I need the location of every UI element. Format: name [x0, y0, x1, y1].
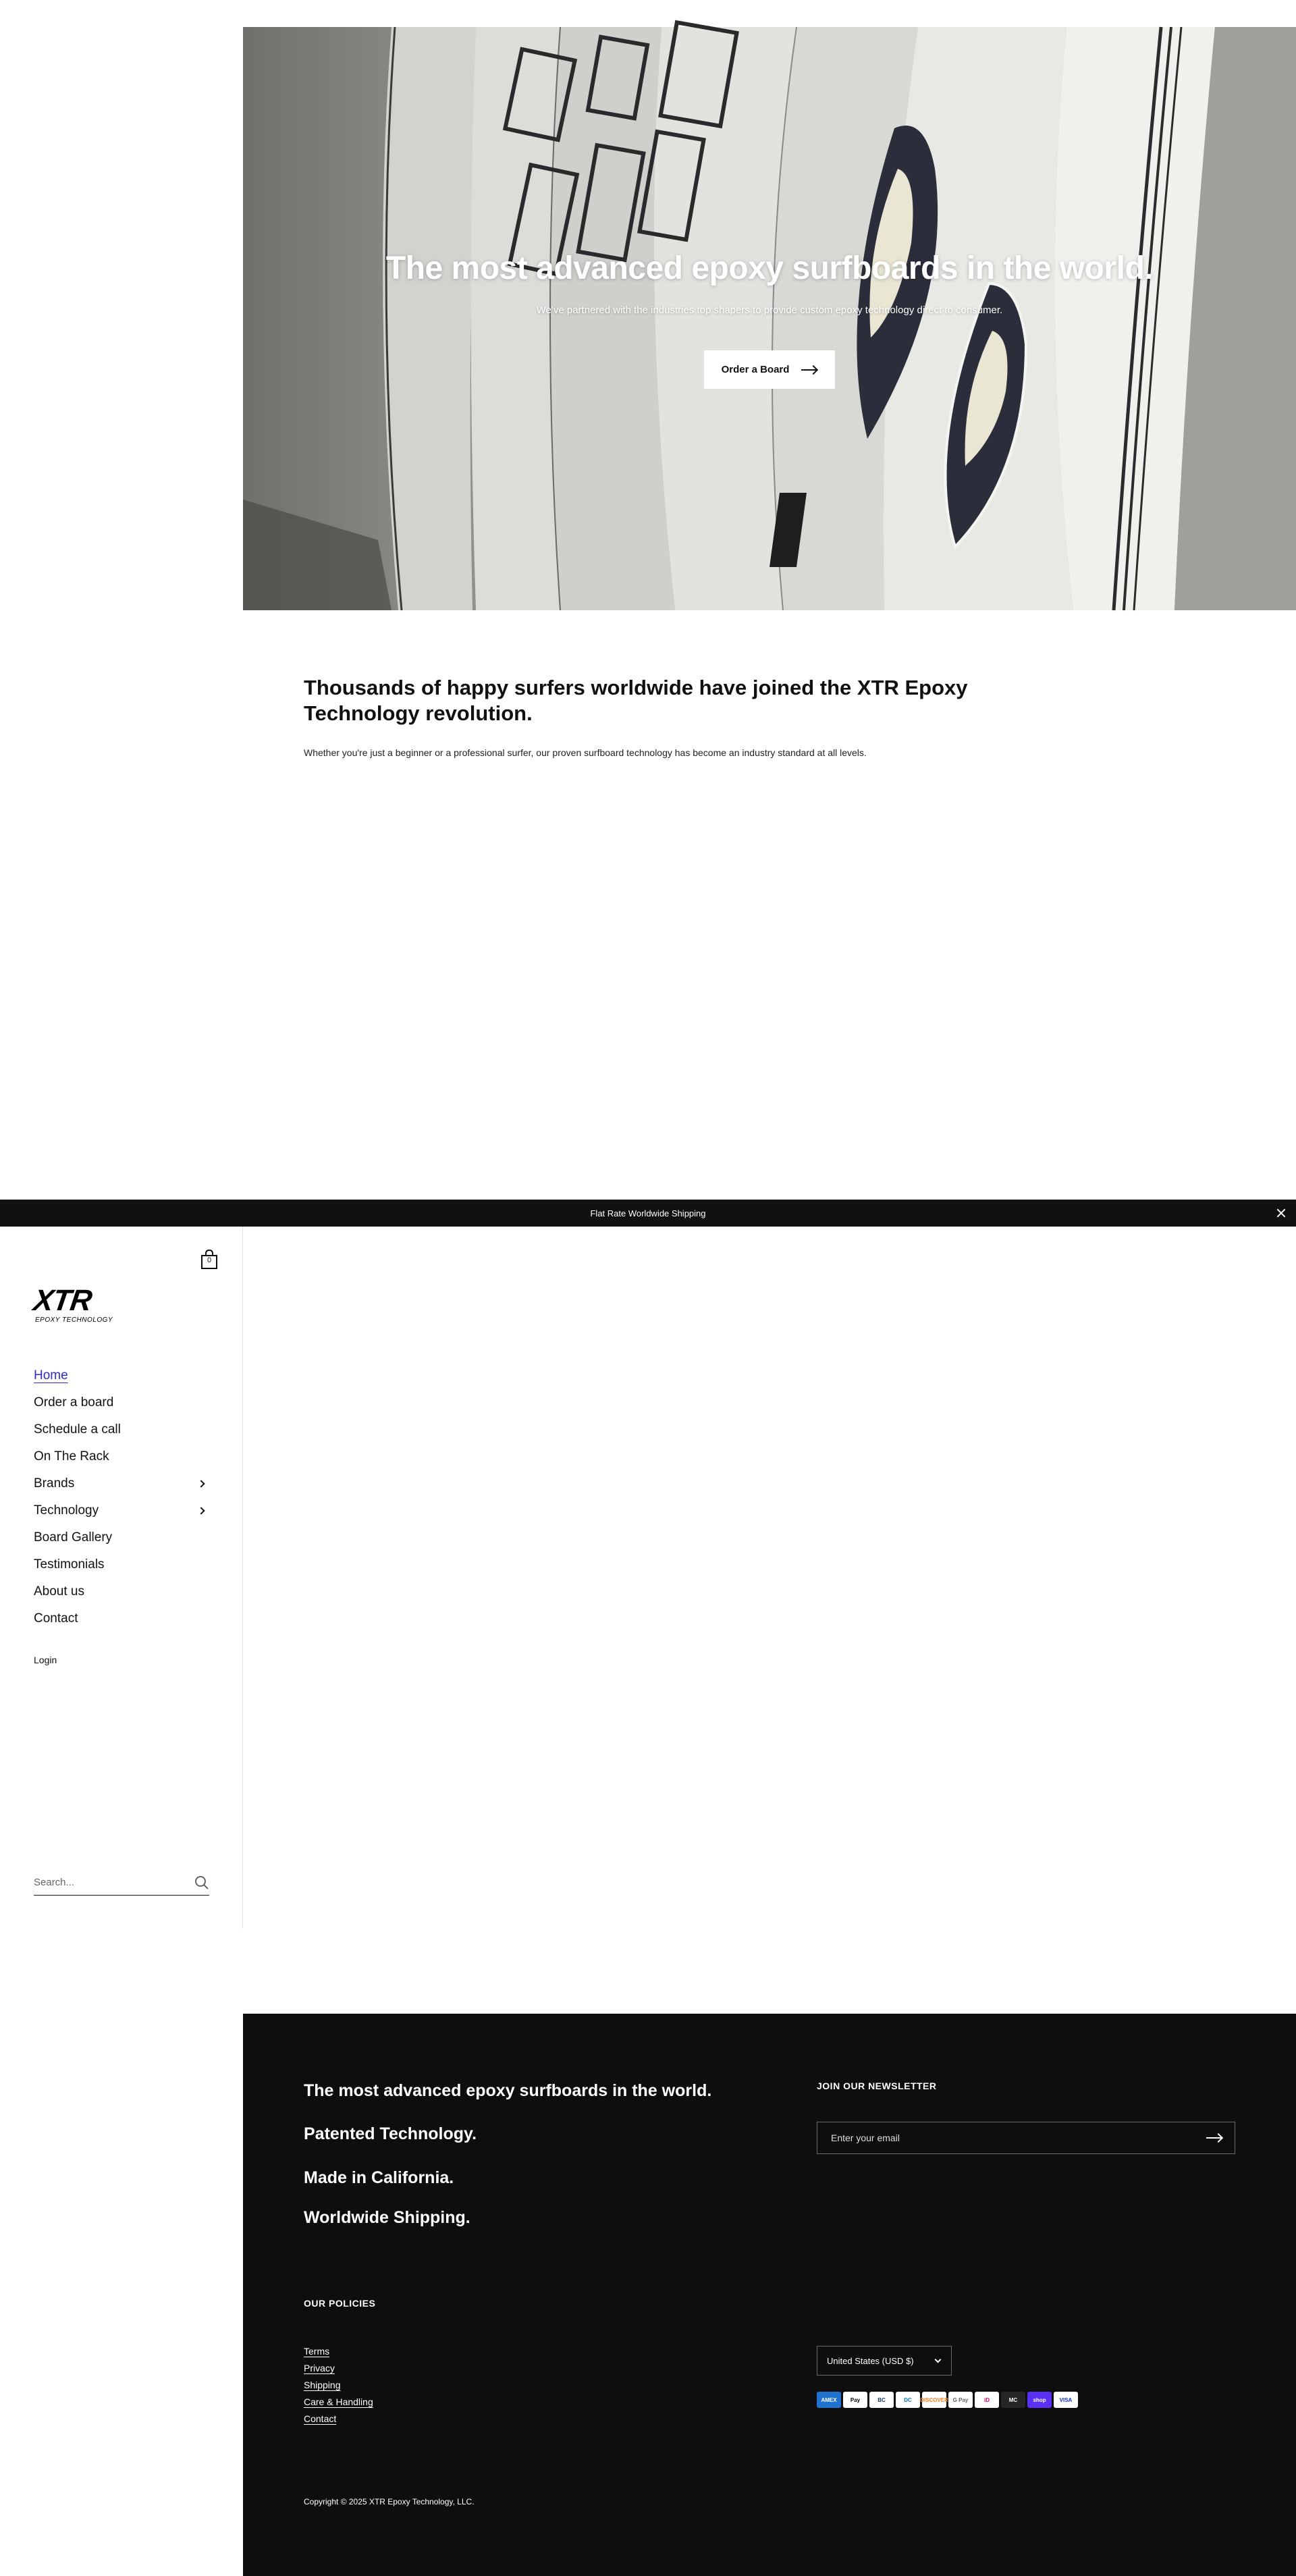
intro-heading: Thousands of happy surfers worldwide have joined the XTR Epoxy Technology revolution. [304, 676, 968, 725]
nav-item-board-gallery[interactable] [34, 1524, 209, 1551]
search-icon[interactable] [194, 1875, 209, 1890]
policy-link-item [304, 2396, 373, 2413]
contact-link[interactable]: Contact [304, 2413, 337, 2424]
arrow-right-icon[interactable] [1206, 2134, 1222, 2142]
footer-tagline: Made in California. [304, 2168, 454, 2187]
cart-count: 0 [207, 1256, 212, 1264]
payment-icons [817, 2392, 1078, 2408]
currency-value: United States (USD $) [827, 2355, 914, 2366]
sidebar-drawer [0, 1227, 243, 1929]
nav-label: Schedule a call [34, 1422, 121, 1437]
policies-list [304, 2346, 373, 2430]
nav-label: On The Rack [34, 1449, 109, 1464]
search-input[interactable] [34, 1877, 194, 1888]
policy-link-item [304, 2380, 373, 2396]
shipping-link[interactable]: Shipping [304, 2380, 341, 2390]
care-handling-link[interactable]: Care & Handling [304, 2396, 373, 2407]
diners-club-icon: DC [896, 2392, 920, 2408]
copyright: Copyright © 2025 XTR Epoxy Technology, LLC. [304, 2497, 475, 2506]
announcement-text: Flat Rate Worldwide Shipping [590, 1208, 706, 1218]
mastercard-icon: MC [1001, 2392, 1025, 2408]
nav-item-about-us[interactable] [34, 1578, 209, 1605]
nav-label: Brands [34, 1476, 75, 1491]
policy-link-item [304, 2413, 373, 2430]
surfboards-image [243, 27, 1296, 610]
chevron-right-icon[interactable] [197, 1480, 205, 1487]
nav-item-technology[interactable] [34, 1497, 209, 1524]
logo-tagline: EPOXY TECHNOLOGY [35, 1316, 113, 1324]
logo-wordmark: XTR [31, 1284, 94, 1317]
chevron-right-icon[interactable] [197, 1507, 205, 1514]
footer-tagline: Patented Technology. [304, 2124, 477, 2143]
cart-button[interactable] [200, 1250, 218, 1270]
nav-label: Home [34, 1368, 68, 1383]
shop-pay-icon: shop [1027, 2392, 1052, 2408]
footer-tagline: The most advanced epoxy surfboards in the world. [304, 2081, 712, 2100]
discover-icon: DISCOVER [922, 2392, 946, 2408]
nav-label: Order a board [34, 1395, 114, 1410]
close-icon[interactable] [1274, 1206, 1288, 1220]
nav-item-contact[interactable] [34, 1605, 209, 1632]
intro-body: Whether you're just a beginner or a professional surfer, our proven surfboard technology has become an industry standard at all levels. [304, 747, 867, 758]
arrow-right-icon [801, 366, 817, 374]
terms-link[interactable]: Terms [304, 2346, 330, 2357]
newsletter-heading: JOIN OUR NEWSLETTER [817, 2081, 937, 2091]
nav-item-testimonials[interactable] [34, 1551, 209, 1578]
hero-banner [243, 27, 1296, 610]
nav-item-home[interactable] [34, 1362, 209, 1389]
nav-label: Testimonials [34, 1557, 105, 1572]
bancontact-icon: BC [869, 2392, 894, 2408]
order-board-button[interactable] [704, 350, 835, 389]
nav-item-schedule-a-call[interactable] [34, 1416, 209, 1443]
privacy-link[interactable]: Privacy [304, 2363, 335, 2373]
visa-icon: VISA [1054, 2392, 1078, 2408]
currency-selector[interactable] [817, 2346, 952, 2376]
hero-subtitle: We've partnered with the industries top shapers to provide custom epoxy technology direct to consumer. [536, 304, 1003, 316]
nav-label: Contact [34, 1611, 78, 1626]
nav-label: Technology [34, 1503, 99, 1518]
hero-title: The most advanced epoxy surfboards in the world. [385, 250, 1154, 286]
nav-item-order-a-board[interactable] [34, 1389, 209, 1416]
amex-icon: AMEX [817, 2392, 841, 2408]
policies-heading: OUR POLICIES [304, 2298, 376, 2309]
site-footer [243, 2014, 1296, 2576]
ideal-icon: iD [975, 2392, 999, 2408]
policy-link-item [304, 2346, 373, 2363]
chevron-down-icon [935, 2356, 942, 2363]
newsletter-email-input[interactable] [831, 2132, 1206, 2143]
announcement-bar [0, 1200, 1296, 1227]
main-nav [34, 1362, 209, 1632]
search-box [34, 1870, 209, 1896]
nav-label: Board Gallery [34, 1530, 113, 1545]
nav-label: About us [34, 1584, 84, 1599]
newsletter-form [817, 2122, 1235, 2154]
policy-link-item [304, 2363, 373, 2380]
footer-tagline: Worldwide Shipping. [304, 2208, 470, 2227]
apple-pay-icon: Pay [843, 2392, 867, 2408]
login-link[interactable]: Login [34, 1655, 57, 1665]
xtr-logo[interactable] [31, 1284, 122, 1324]
order-board-label: Order a Board [721, 364, 790, 375]
nav-item-on-the-rack[interactable] [34, 1443, 209, 1470]
nav-item-brands[interactable] [34, 1470, 209, 1497]
google-pay-icon: G Pay [948, 2392, 973, 2408]
